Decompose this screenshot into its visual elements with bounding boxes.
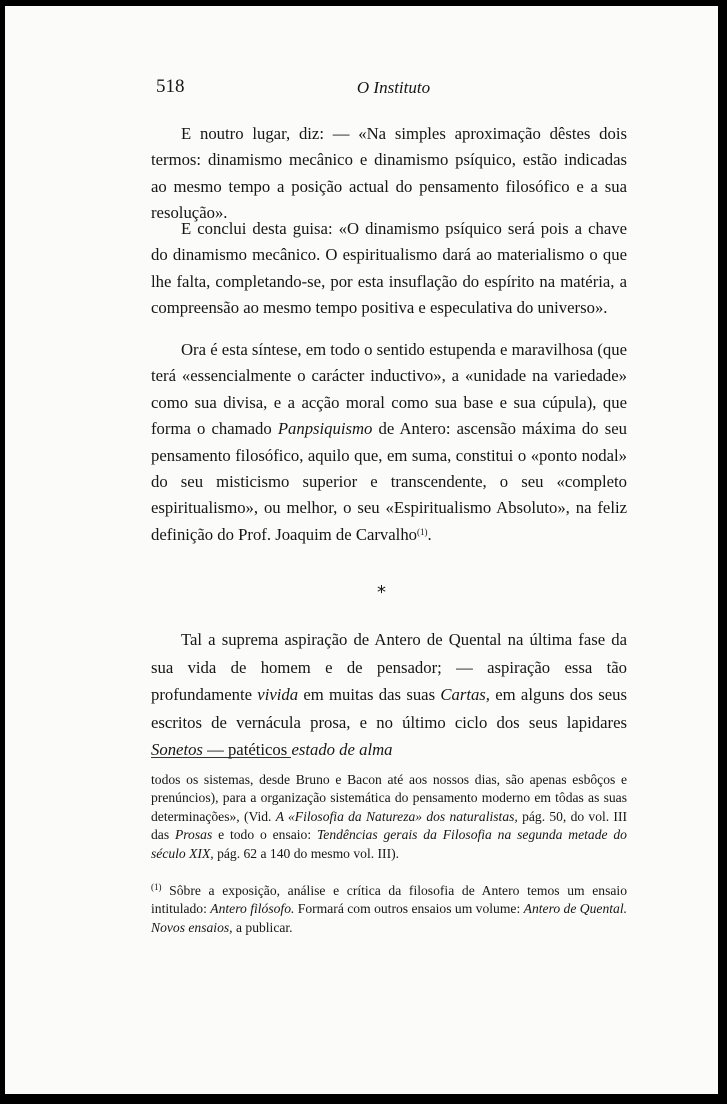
footnote-continued-text-4: pág. 62 a 140 do mesmo vol. III). <box>213 845 400 861</box>
paragraph-2-text: E conclui desta guisa: «O dinamismo psíquico será pois a chave do dinamismo mecânico. O espiritualismo dará ao materialismo o que lhe falta, completando-se, por esta insuflação do espírito na matéria, a compreensão ao mesmo tempo positiva e especulativa do universo». <box>151 219 627 318</box>
footnote-continued-text-3: e todo o ensaio: <box>212 827 317 843</box>
footnote-continued <box>151 771 627 863</box>
footnote-1 <box>151 882 627 937</box>
paragraph-3-italic-panpsiquismo: Panpsiquismo <box>277 419 373 439</box>
footnote-1-text-3: a publicar. <box>232 919 293 935</box>
paragraph-4-text: Tal a suprema aspiração de Antero de Quental na última fase da sua vida de homem e de pensador; — aspiração essa tão profundamente <box>151 630 627 704</box>
page-number: 518 <box>156 76 185 97</box>
footnote-divider <box>151 757 291 758</box>
paragraph-3 <box>151 337 627 548</box>
footnote-1-italic-antero-filosofo: Antero filósofo. <box>210 901 295 917</box>
paragraph-4-italic-estado: estado de alma <box>291 740 393 759</box>
paragraph-3-text: Ora é esta síntese, em todo o sentido estupenda e maravilhosa (que terá «essencialmente o carácter inductivo», a «unidade na variedade» como sua divisa, e a acção moral como sua base e sua cúpula), que forma o chamado <box>151 340 627 439</box>
paragraph-2 <box>151 216 627 322</box>
footnote-1-italic-novos-ensaios: Antero de Quental. Novos ensaios, <box>151 901 627 935</box>
paragraph-4-italic-sonetos: Sonetos <box>151 740 203 759</box>
footnote-continued-text: todos os sistemas, desde Bruno e Bacon até aos nossos dias, são apenas esbôços e prenúncios), para a organização sistemática do pensamento moderno em tôdas as suas determinações», (Vid. <box>151 772 627 824</box>
paragraph-3-end: . <box>427 524 432 544</box>
footnote-reference: (1) <box>417 526 428 537</box>
footnote-italic-prosas: Prosas <box>174 827 213 843</box>
paragraph-1 <box>151 121 627 227</box>
book-page <box>5 6 718 1094</box>
paragraph-3-text-2: de Antero: ascensão máxima do seu pensamento filosófico, aquilo que, em suma, constitui o «ponto nodal» do seu misticismo superior e transcendente, o seu «completo espiritualismo», ou melhor, o seu «Espiritualismo Absoluto», na feliz definição do Prof. Joaquim de Carvalho <box>151 419 628 544</box>
paragraph-4-text-3: em alguns dos seus escritos de vernácula prosa, e no último ciclo dos seus lapidares <box>151 685 627 732</box>
paragraph-4 <box>151 626 627 764</box>
page-header <box>156 76 631 106</box>
paragraph-1-text: E noutro lugar, diz: — «Na simples aproximação dêstes dois termos: dinamismo mecânico e dinamismo psíquico, estão indicadas ao mesmo tempo a posição actual do pensamento filosófico e a sua resolução». <box>151 124 627 223</box>
section-separator: * <box>377 582 386 603</box>
footnote-1-text: Sôbre a exposição, análise e crítica da filosofia de Antero temos um ensaio intitulado: <box>151 883 627 917</box>
footnote-continued-text-2: pág. 50, do vol. III das <box>151 808 627 843</box>
paragraph-4-text-4: — patéticos <box>202 740 292 759</box>
paragraph-4-text-2: em muitas das suas <box>298 685 441 704</box>
footnote-italic-filosofia: A «Filosofia da Natureza» dos naturalistas, <box>275 808 518 824</box>
footnote-1-text-2: Formará com outros ensaios um volume: <box>294 901 524 917</box>
running-title: O Instituto <box>356 78 431 97</box>
footnote-italic-tendencias: Tendências gerais da Filosofia na segunda metade do século XIX, <box>151 827 627 861</box>
paragraph-4-italic-vivida: vivida <box>257 685 299 704</box>
footnote-1-mark: (1) <box>151 882 162 892</box>
paragraph-4-italic-cartas: Cartas, <box>440 685 490 704</box>
